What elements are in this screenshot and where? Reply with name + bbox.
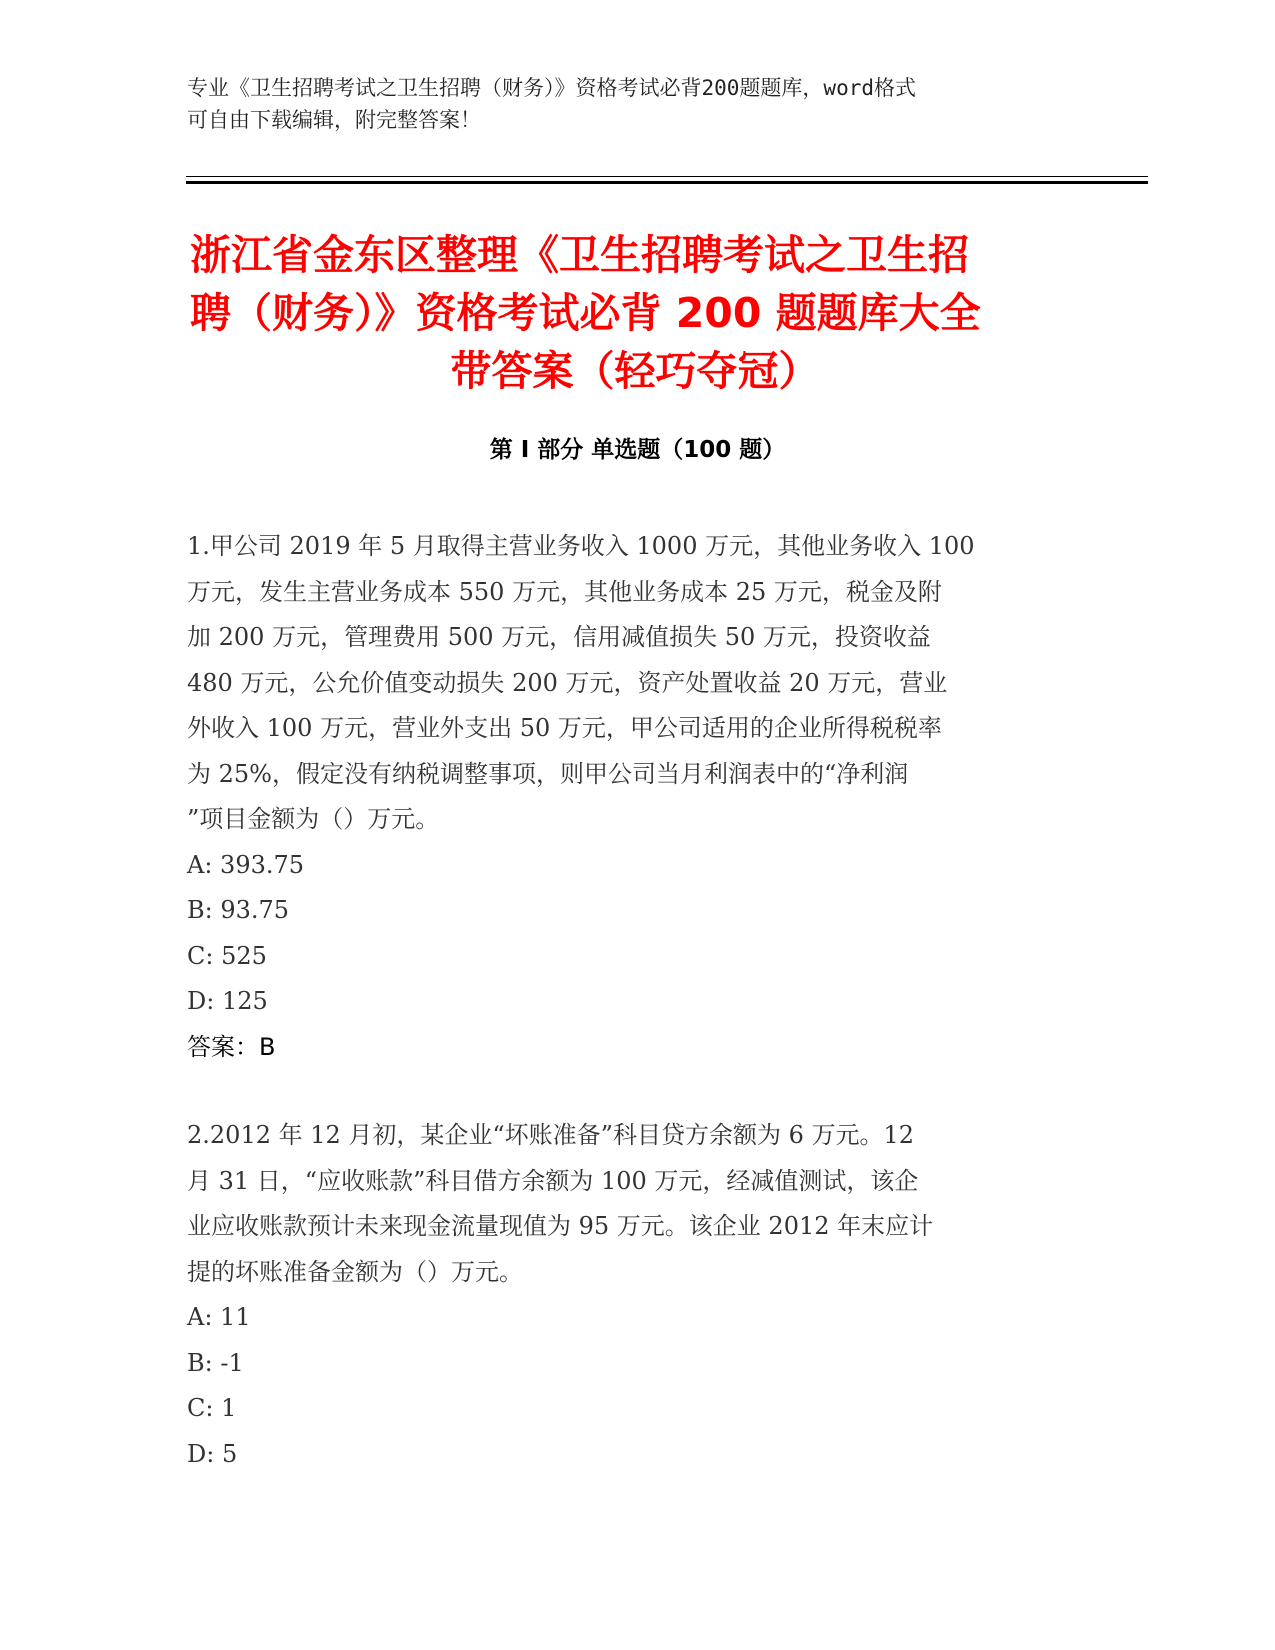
stem-line: 外收入 100 万元，营业外支出 50 万元，甲公司适用的企业所得税税率: [187, 714, 942, 742]
stem-line: 万元，发生主营业务成本 550 万元，其他业务成本 25 万元，税金及附: [187, 577, 942, 606]
stem-line: 加 200 万元，管理费用 500 万元，信用减值损失 50 万元，投资收益: [187, 623, 931, 651]
answer-label: 答案：B: [187, 1032, 276, 1061]
stem-line: 业应收账款预计未来现金流量现值为 95 万元。该企业 2012 年末应计: [187, 1212, 934, 1240]
question-2: [187, 1113, 1087, 1477]
stem-line: ”项目金额为（）万元。: [187, 805, 440, 833]
option-a: A: 393.75: [187, 850, 305, 879]
option-d: D: 125: [187, 987, 268, 1015]
title-line: 带答案（轻巧夺冠）: [450, 347, 820, 395]
option-d: D: 5: [187, 1439, 238, 1468]
stem-line: 为 25%，假定没有纳税调整事项，则甲公司当月利润表中的“净利润: [187, 759, 909, 788]
option-c: C: 1: [187, 1394, 237, 1422]
stem-line: 月 31 日，“应收账款”科目借方余额为 100 万元，经减值测试，该企: [187, 1166, 919, 1195]
section-heading: 第 I 部分 单选题（100 题）: [489, 437, 786, 463]
option-a: A: 11: [187, 1303, 251, 1331]
header-note: [187, 72, 1067, 136]
header-note-line: 专业《卫生招聘考试之卫生招聘（财务）》资格考试必背200题题库，word格式: [187, 76, 916, 100]
option-b: B: -1: [187, 1348, 244, 1377]
title-line: 聘（财务）》资格考试必背 200 题题库大全: [190, 289, 981, 337]
header-divider-thin: [186, 176, 1148, 177]
question-stem: [187, 1113, 1087, 1295]
header-note-line: 可自由下载编辑，附完整答案！: [187, 108, 481, 132]
stem-line: 480 万元，公允价值变动损失 200 万元，资产处置收益 20 万元，营业: [187, 668, 948, 697]
question-1: [187, 524, 1087, 1070]
option-b: B: 93.75: [187, 896, 290, 924]
option-c: C: 525: [187, 941, 267, 970]
title-line: 浙江省金东区整理《卫生招聘考试之卫生招: [190, 231, 969, 279]
header-divider-thick: [186, 181, 1148, 184]
question-stem: [187, 524, 1087, 843]
stem-line: 2.2012 年 12 月初，某企业“坏账准备”科目贷方余额为 6 万元。12: [187, 1121, 915, 1149]
stem-line: 1.甲公司 2019 年 5 月取得主营业务收入 1000 万元，其他业务收入 100: [187, 532, 975, 560]
document-title: [190, 226, 1080, 400]
stem-line: 提的坏账准备金额为（）万元。: [187, 1257, 523, 1286]
